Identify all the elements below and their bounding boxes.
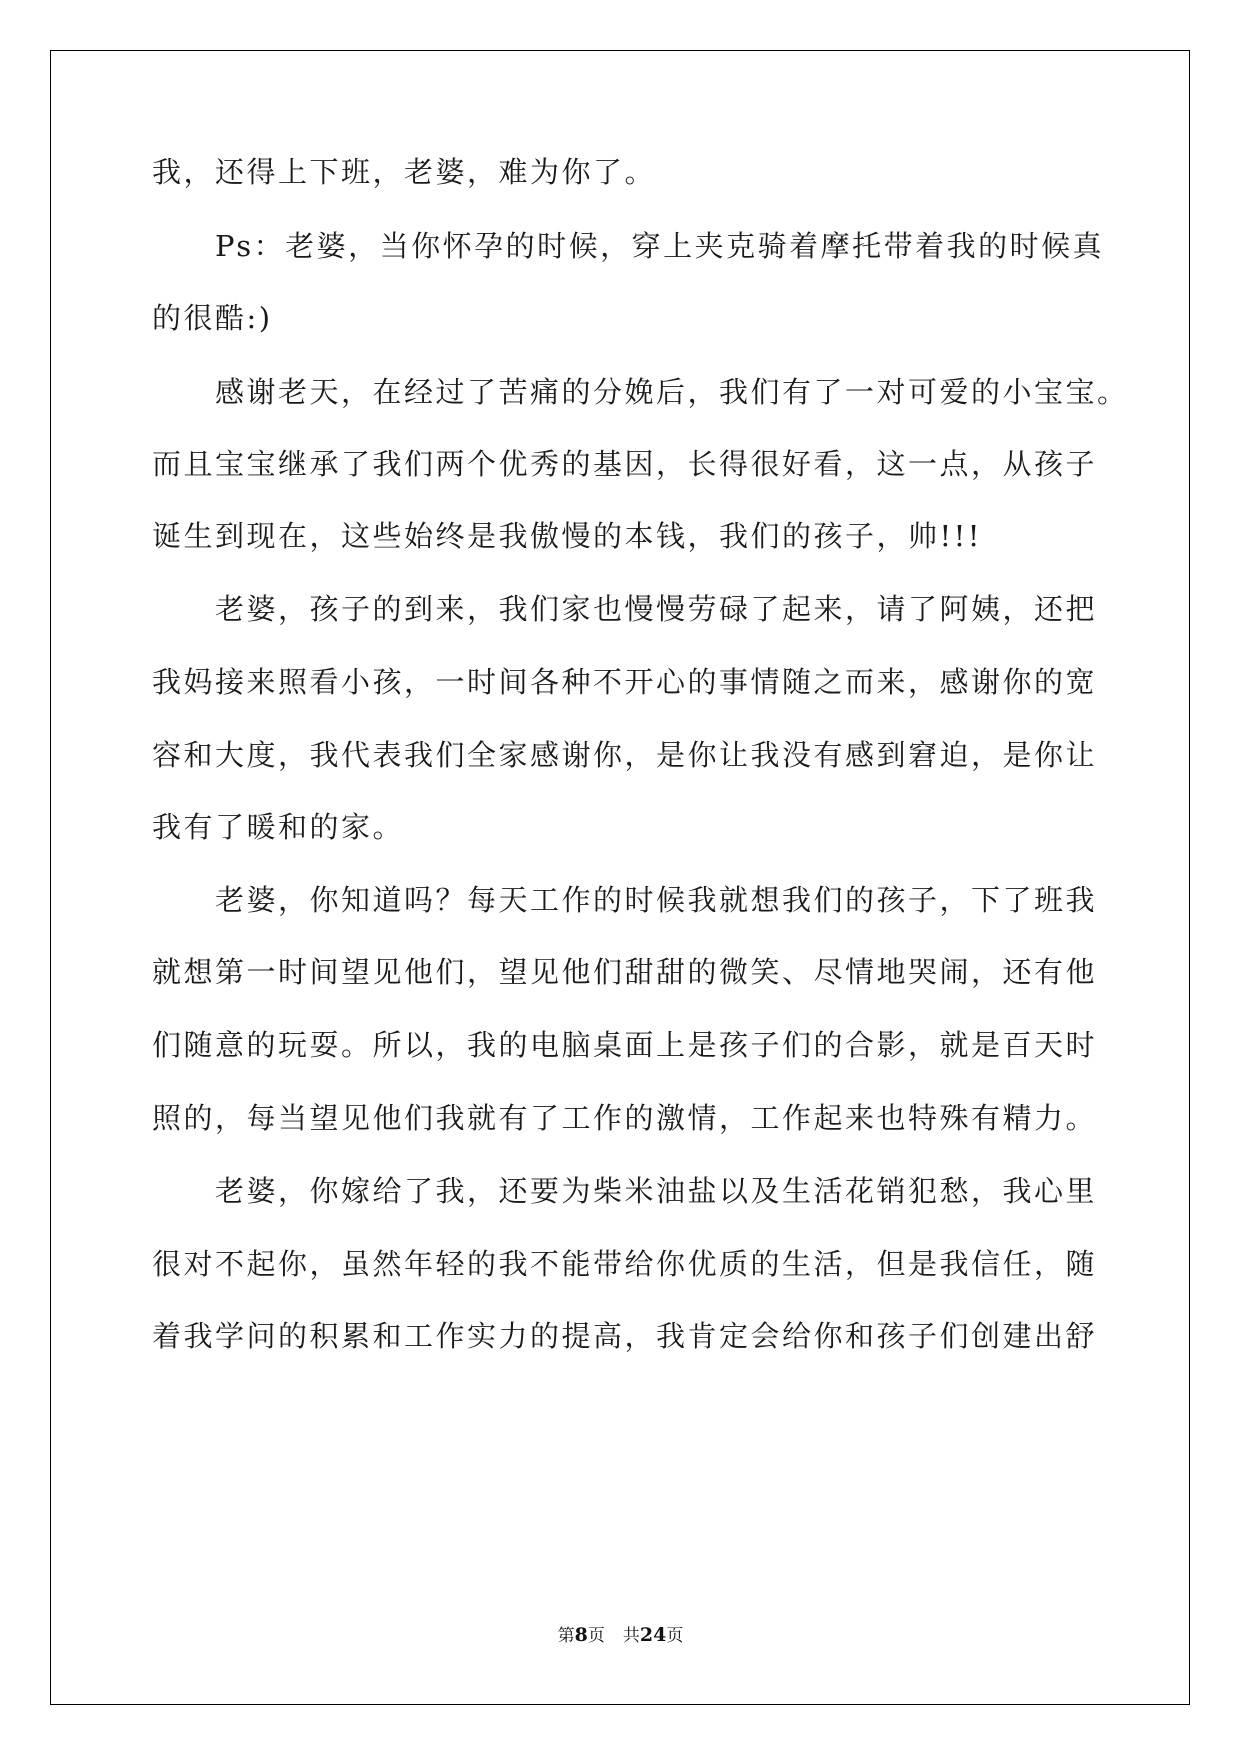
- current-page-number: 8: [574, 1624, 588, 1646]
- paragraph-start: Ps：老婆，当你怀孕的时候，穿上夹克骑着摩托带着我的时候真: [215, 229, 1105, 263]
- paragraph-start: 老婆，孩子的到来，我们家也慢慢劳碌了起来，请了阿姨，还把: [215, 592, 1098, 626]
- text-line: 我有了暖和的家。: [152, 810, 405, 844]
- total-pages-number: 24: [639, 1624, 667, 1646]
- text-line: 很对不起你，虽然年轻的我不能带给你优质的生活，但是我信任，随: [152, 1247, 1098, 1281]
- text-line: 就想第一时间望见他们，望见他们甜甜的微笑、尽情地哭闹，还有他: [152, 955, 1098, 989]
- footer-prefix: 第: [557, 1626, 575, 1646]
- text-line: 诞生到现在，这些始终是我傲慢的本钱，我们的孩子，帅!!!: [152, 519, 982, 553]
- text-line: 而且宝宝继承了我们两个优秀的基因，长得很好看，这一点，从孩子: [152, 447, 1098, 481]
- paragraph-start: 老婆，你嫁给了我，还要为柴米油盐以及生活花销犯愁，我心里: [215, 1174, 1098, 1208]
- text-line: 们随意的玩耍。所以，我的电脑桌面上是孩子们的合影，就是百天时: [152, 1028, 1098, 1062]
- page-number-footer: [0, 1624, 1241, 1647]
- footer-total-prefix: 共: [622, 1626, 640, 1646]
- text-line: 着我学问的积累和工作实力的提高，我肯定会给你和孩子们创建出舒: [152, 1319, 1098, 1353]
- paragraph-start: 老婆，你知道吗？每天工作的时候我就想我们的孩子，下了班我: [215, 883, 1098, 917]
- text-line: 我，还得上下班，老婆，难为你了。: [152, 155, 657, 189]
- text-line: 照的，每当望见他们我就有了工作的激情，工作起来也特殊有精力。: [152, 1101, 1098, 1135]
- text-line: 容和大度，我代表我们全家感谢你，是你让我没有感到窘迫，是你让: [152, 738, 1098, 772]
- paragraph-start: 感谢老天，在经过了苦痛的分娩后，我们有了一对可爱的小宝宝。: [215, 375, 1129, 409]
- text-line: 的很酷:): [152, 301, 273, 335]
- text-line: 我妈接来照看小孩，一时间各种不开心的事情随之而来，感谢你的宽: [152, 665, 1098, 699]
- footer-total-suffix: 页: [666, 1626, 684, 1646]
- footer-page-suffix: 页: [587, 1626, 605, 1646]
